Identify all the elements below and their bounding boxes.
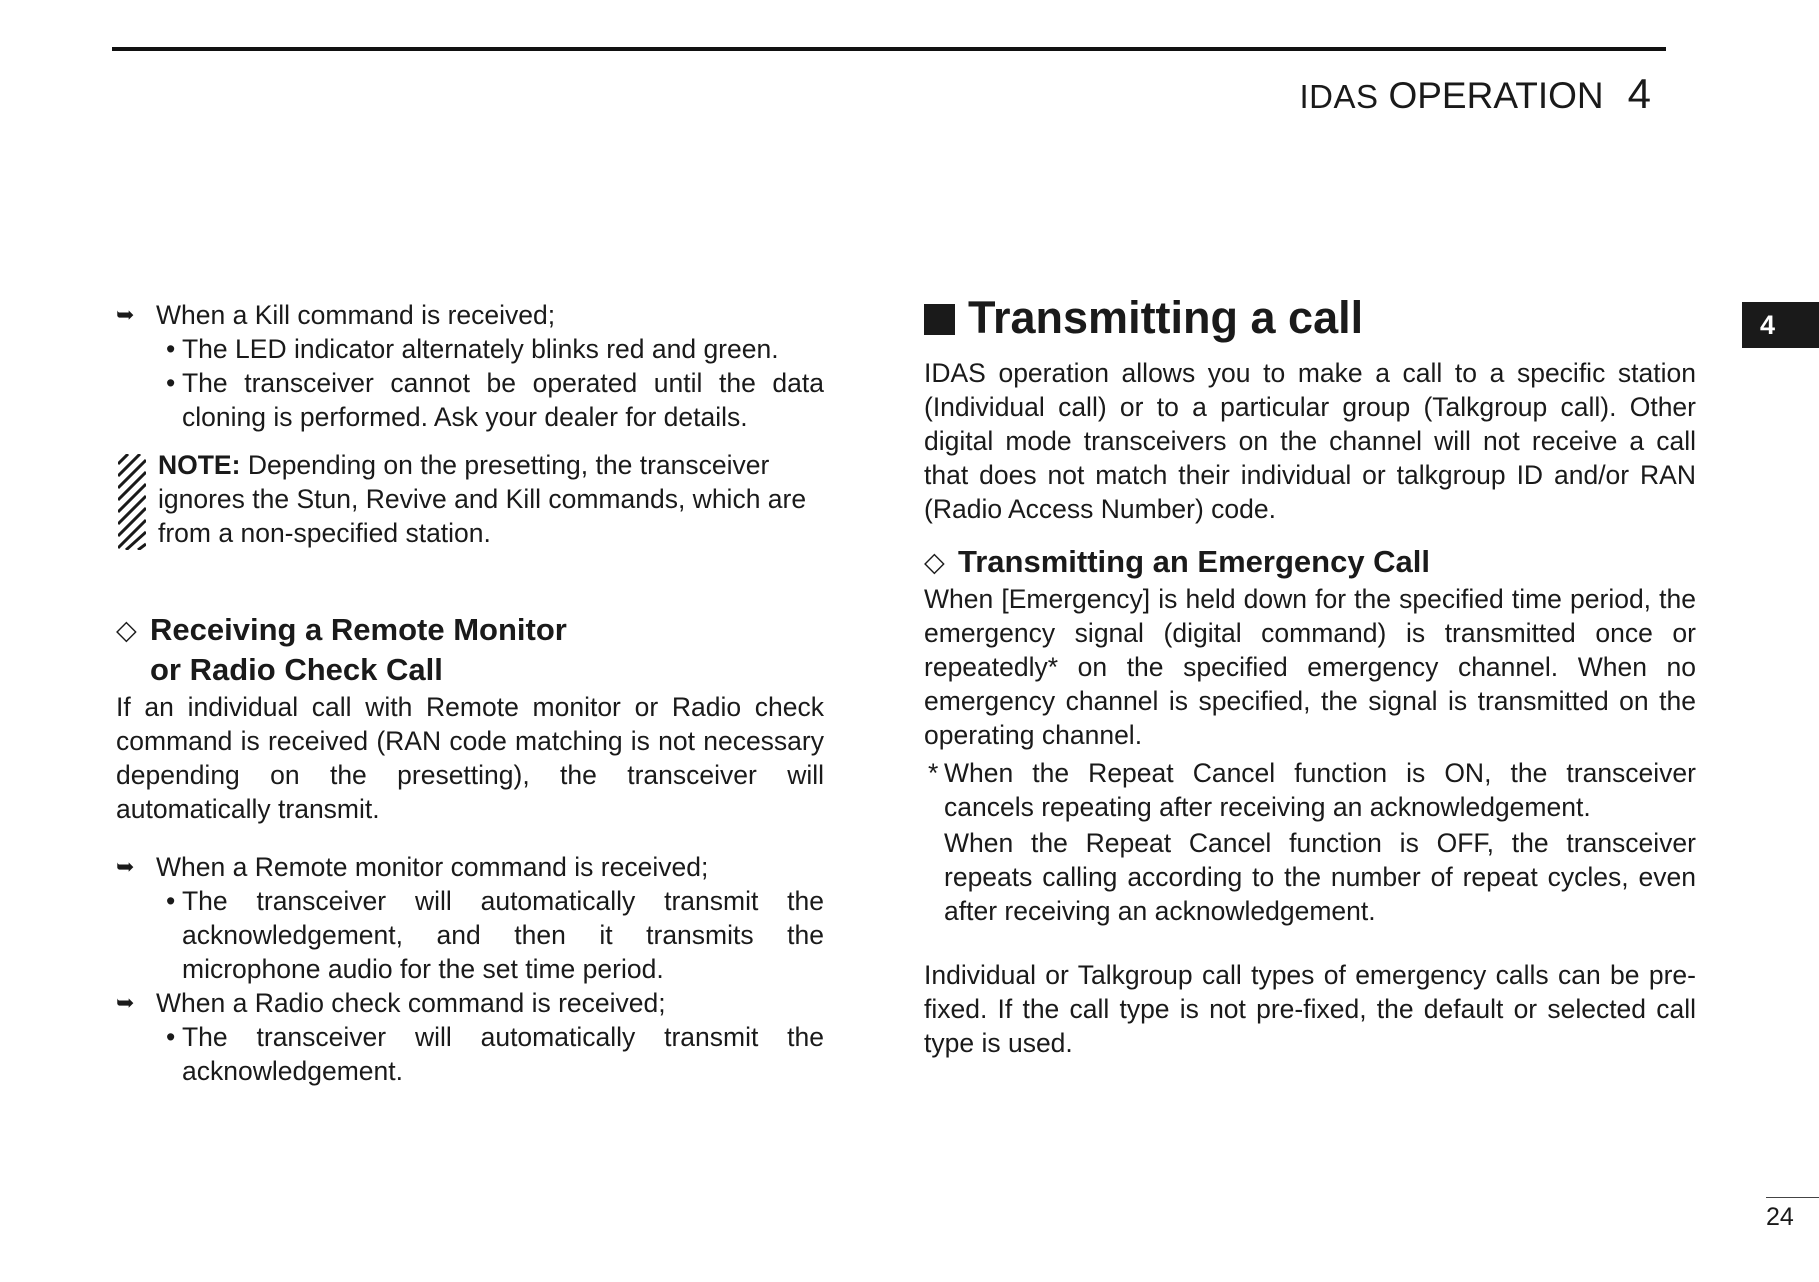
running-header xyxy=(1299,70,1651,118)
kill-command-item xyxy=(116,298,824,332)
radio-check-bullet: • The transceiver will automatically transmit the acknowledgement. xyxy=(166,1022,824,1086)
remote-monitor-heading: ◇ Receiving a Remote Monitor or Radio Check Call xyxy=(116,612,567,687)
kill-intro: When a Kill command is received; xyxy=(156,300,556,330)
calltype-paragraph: Individual or Talkgroup call types of emergency calls can be pre-fixed. If the call type is not pre-fixed, the default or selected call type is used. xyxy=(924,960,1696,1058)
arrow-icon: ➥ xyxy=(116,302,135,327)
kill-bullet-1: • The LED indicator alternately blinks red and green. xyxy=(166,334,779,364)
page-number-rule xyxy=(1766,1197,1819,1198)
header-chapter-number: 4 xyxy=(1627,70,1651,117)
arrow-icon: ➥ xyxy=(116,990,135,1015)
section-heading: Transmitting a call xyxy=(924,290,1696,346)
top-rule xyxy=(112,47,1666,51)
bullet-dot-icon: • xyxy=(166,334,176,364)
repeat-cancel-footnote: * When the Repeat Cancel function is ON, the transceiver cancels repeating after receiving an acknowledgement. When the Repeat Cancel function is OFF, the transceiver repeats calling according to the number of repeat cycles, even after receiving an acknowledgement. xyxy=(928,758,1696,926)
header-operation: OPERATION xyxy=(1388,75,1604,116)
square-bullet-icon xyxy=(924,304,955,335)
chapter-side-tab: 4 xyxy=(1742,302,1819,348)
bullet-dot-icon: • xyxy=(166,1022,176,1052)
radio-check-item: ➥ When a Radio check command is received; xyxy=(116,988,666,1018)
note-label: NOTE: xyxy=(158,450,241,480)
arrow-icon: ➥ xyxy=(116,854,135,879)
page-number: 24 xyxy=(1766,1203,1794,1231)
diamond-icon: ◇ xyxy=(116,615,137,645)
note-hatch-icon xyxy=(118,454,146,550)
footnote-marker: * xyxy=(928,758,939,788)
kill-bullet-2: • The transceiver cannot be operated until the data cloning is performed. Ask your dealer for details. xyxy=(166,368,824,432)
right-column xyxy=(924,290,1696,1060)
emergency-paragraph: When [Emergency] is held down for the specified time period, the emergency signal (digital command) is transmitted once or repeatedly* on the specified emergency channel. When no emergency channel is specified, the signal is transmitted on the operating channel. xyxy=(924,584,1696,750)
left-column xyxy=(116,298,824,1088)
bullet-dot-icon: • xyxy=(166,368,176,398)
diamond-icon: ◇ xyxy=(924,547,945,577)
note-box xyxy=(116,448,824,550)
remote-monitor-bullet: • The transceiver will automatically transmit the acknowledgement, and then it transmits the microphone audio for the set time period. xyxy=(166,886,824,984)
note-text: Depending on the presetting, the transceiver ignores the Stun, Revive and Kill commands, which are from a non-specified station. xyxy=(158,450,807,548)
header-idas: IDAS xyxy=(1299,78,1379,115)
bullet-dot-icon: • xyxy=(166,886,176,916)
remote-paragraph: If an individual call with Remote monitor or Radio check command is received (RAN code matching is not necessary depending on the presetting), the transceiver will automatically transmit. xyxy=(116,692,824,824)
emergency-heading: ◇ Transmitting an Emergency Call xyxy=(924,542,1696,582)
remote-monitor-item: ➥ When a Remote monitor command is received; xyxy=(116,852,709,882)
intro-paragraph: IDAS operation allows you to make a call to a specific station (Individual call) or to a particular group (Talkgroup call). Other digital mode transceivers on the channel will not receive a call that does not match their individual or talkgroup ID and/or RAN (Radio Access Number) code. xyxy=(924,358,1696,524)
